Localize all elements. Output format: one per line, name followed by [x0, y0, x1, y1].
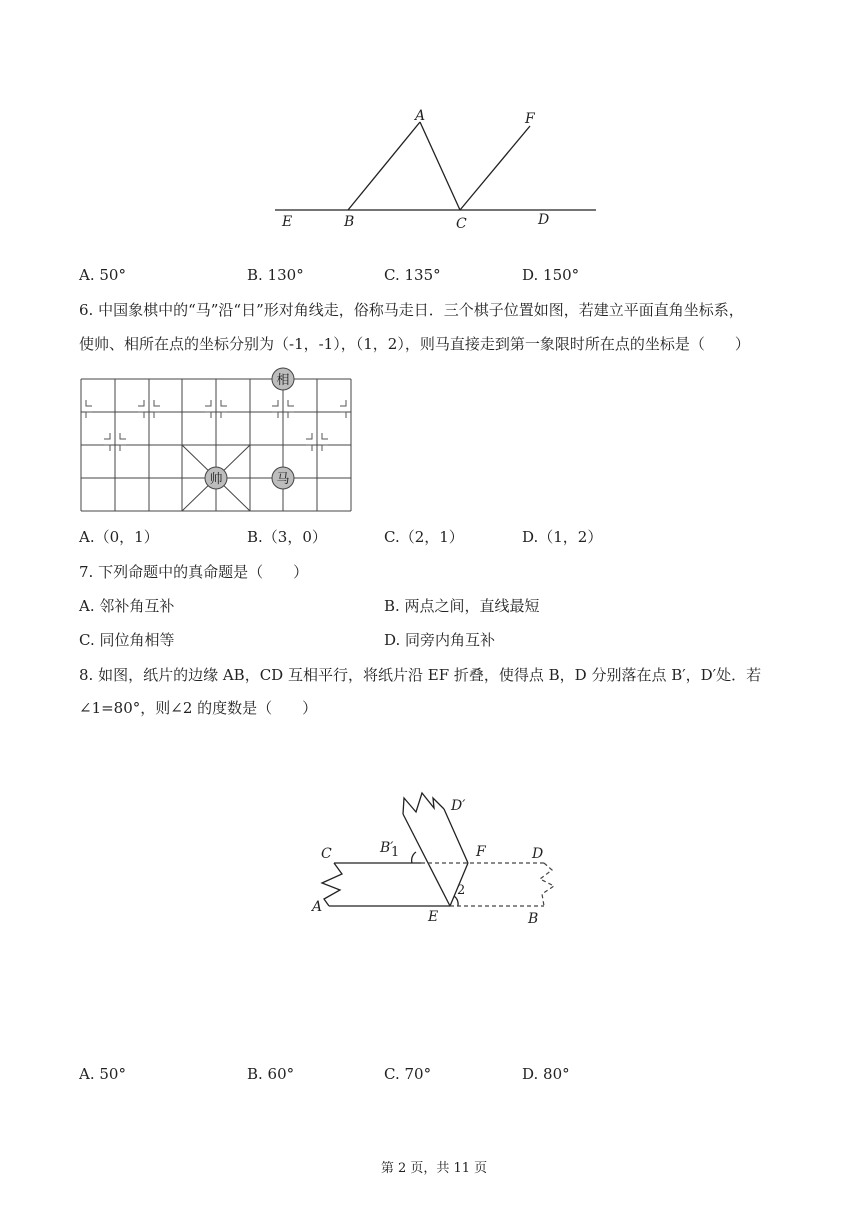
label-B: B — [344, 214, 355, 230]
q6-option-a: A.（0，1） — [79, 528, 159, 546]
flap-torn-edge — [403, 793, 444, 814]
flap-edge-D — [444, 809, 468, 863]
segment-AC — [420, 122, 460, 210]
label-angle-2: 2 — [457, 883, 466, 898]
q6-option-c: C.（2，1） — [384, 528, 464, 546]
q7-option-d: D. 同旁内角互补 — [384, 631, 496, 649]
chess-board-figure — [78, 366, 358, 518]
q7-option-a: A. 邻补角互补 — [79, 597, 175, 615]
q8-option-a: A. 50° — [79, 1065, 126, 1083]
q8-option-b: B. 60° — [247, 1065, 295, 1083]
piece-ma-label: 马 — [276, 472, 290, 487]
label-E: E — [282, 214, 293, 230]
q8-option-c: C. 70° — [384, 1065, 432, 1083]
label-D: D — [538, 212, 550, 228]
q8-stem-line1: 8. 如图，纸片的边缘 AB，CD 互相平行，将纸片沿 EF 折叠，使得点 B，D 分别落在点 B′，D′处．若 — [79, 666, 762, 684]
q8-option-d: D. 80° — [522, 1065, 570, 1083]
figure-angle-diagram — [260, 100, 620, 240]
label-D: D — [532, 846, 544, 862]
q6-stem-line2: 使帅、相所在点的坐标分别为（-1，-1），（1，2），则马直接走到第一象限时所在点的坐标是（ ） — [79, 335, 750, 353]
angle-1-arc — [412, 852, 416, 863]
label-F: F — [476, 844, 486, 860]
q7-option-c: C. 同位角相等 — [79, 631, 175, 649]
q5-option-c: C. 135° — [384, 266, 441, 284]
label-C: C — [321, 846, 332, 862]
q5-option-a: A. 50° — [79, 266, 126, 284]
q7-option-b: B. 两点之间，直线最短 — [384, 597, 540, 615]
label-A: A — [312, 899, 323, 915]
piece-xiang — [272, 368, 294, 390]
q5-option-d: D. 150° — [522, 266, 580, 284]
segment-CF — [460, 126, 530, 210]
label-angle-1: 1 — [391, 845, 400, 860]
label-D-prime: D′ — [451, 798, 466, 814]
label-F: F — [525, 111, 535, 127]
segment-AB — [348, 122, 420, 210]
piece-shuai — [205, 467, 227, 489]
label-B-prime: B′ — [380, 840, 394, 856]
q8-stem-line2: ∠1=80°，则∠2 的度数是（ ） — [79, 699, 318, 717]
piece-ma — [272, 467, 294, 489]
left-torn-edge — [322, 863, 342, 906]
q5-option-b: B. 130° — [247, 266, 304, 284]
label-A: A — [415, 108, 426, 124]
right-torn-edge-dashed — [540, 863, 554, 906]
label-E: E — [428, 909, 439, 925]
label-C: C — [456, 216, 467, 232]
q6-option-d: D.（1，2） — [522, 528, 603, 546]
piece-shuai-label: 帅 — [209, 472, 223, 487]
q7-stem: 7. 下列命题中的真命题是（ ） — [79, 563, 309, 581]
folding-paper-figure — [300, 790, 580, 940]
q6-stem-line1: 6. 中国象棋中的“马”沿“日”形对角线走，俗称马走日．三个棋子位置如图，若建立平面直角坐标系， — [79, 301, 744, 319]
label-B: B — [528, 911, 539, 927]
fold-line-EF — [403, 814, 450, 906]
piece-xiang-label: 相 — [276, 373, 290, 388]
page-footer: 第 2 页，共 11 页 — [380, 1161, 488, 1176]
q6-option-b: B.（3，0） — [247, 528, 327, 546]
